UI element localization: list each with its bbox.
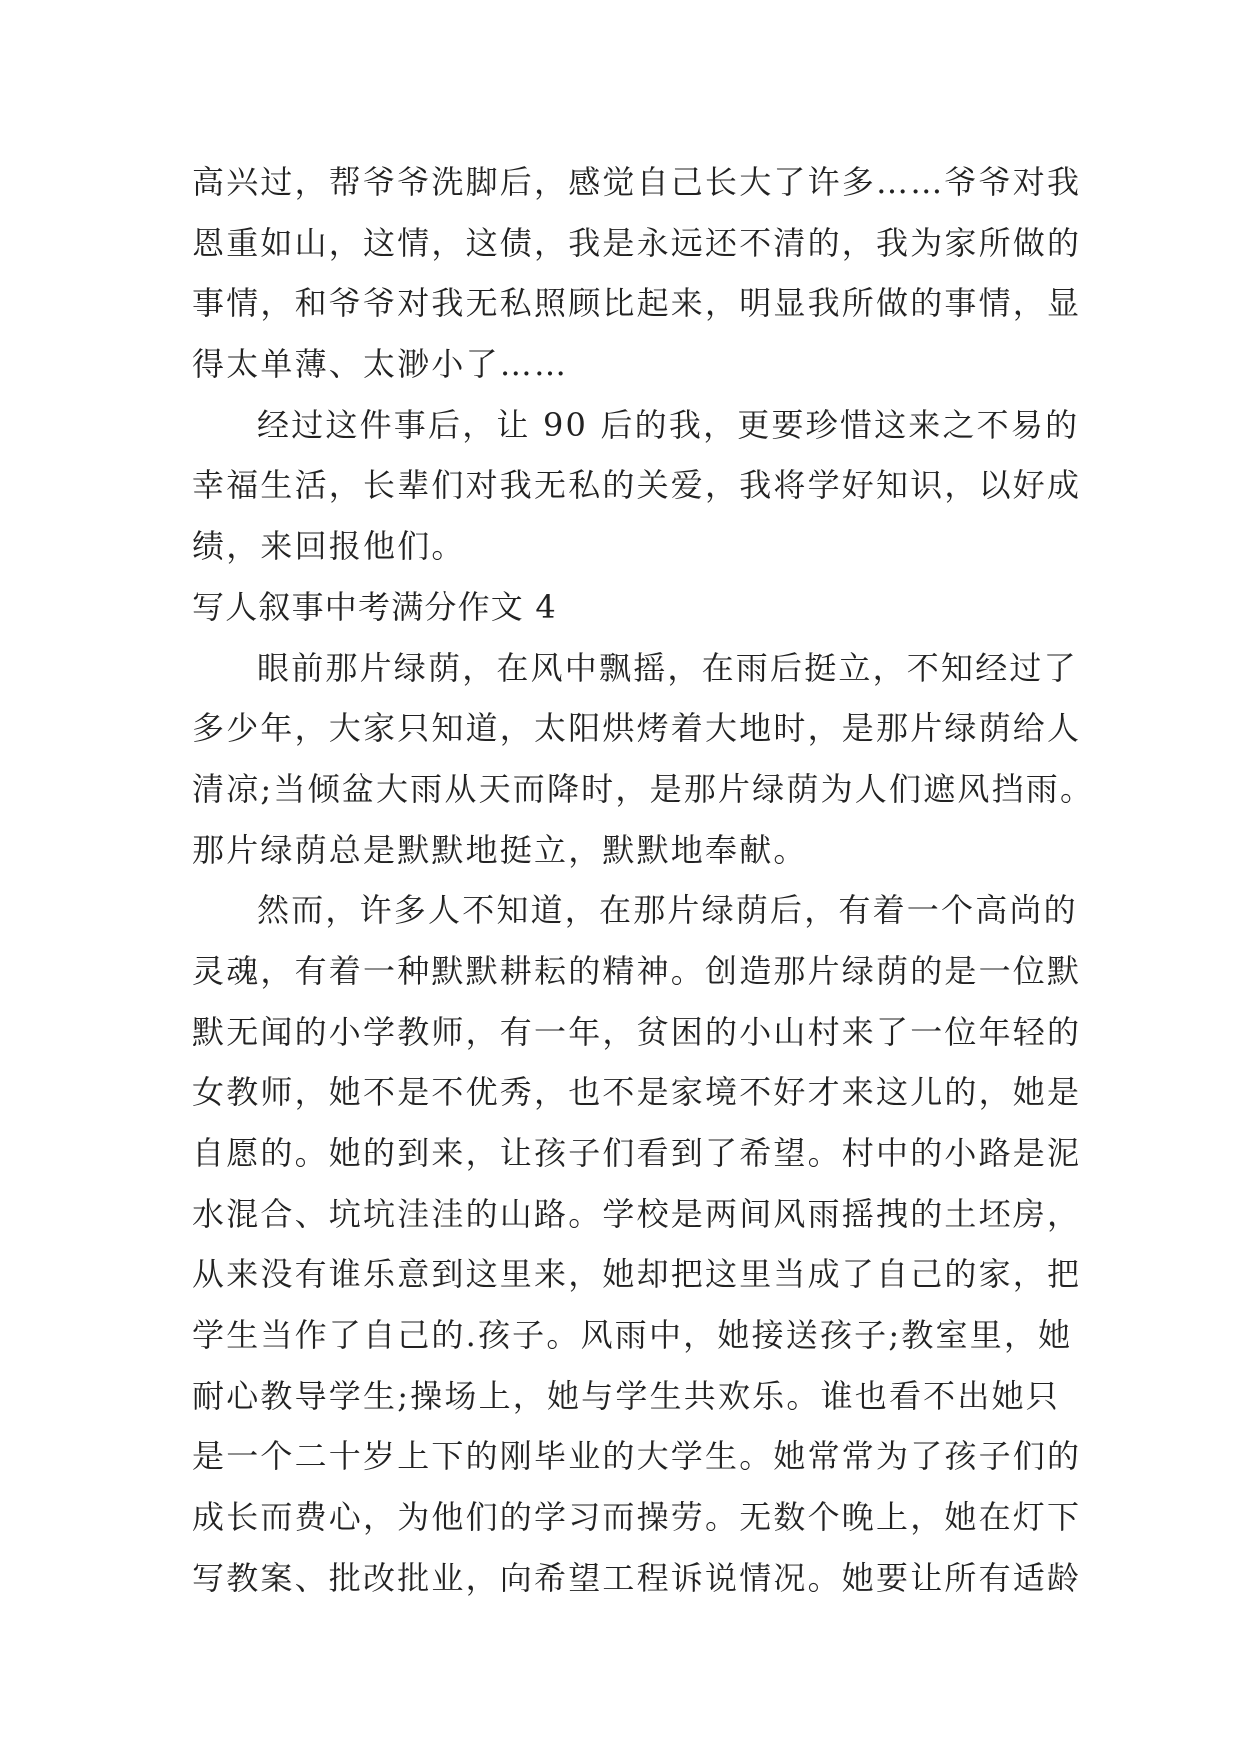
text-line: 然而，许多人不知道，在那片绿荫后，有着一个高尚的 <box>257 891 1078 930</box>
text-line: 是一个二十岁上下的刚毕业的大学生。她常常为了孩子们的 <box>192 1437 1082 1476</box>
text-line: 多少年，大家只知道，太阳烘烤着大地时，是那片绿荫给人 <box>192 709 1082 748</box>
text-line: 高兴过，帮爷爷洗脚后，感觉自己长大了许多……爷爷对我 <box>192 163 1082 201</box>
text-line: 成长而费心，为他们的学习而操劳。无数个晚上，她在灯下 <box>192 1498 1082 1537</box>
section-title: 写人叙事中考满分作文 4 <box>192 587 557 626</box>
text-line: 经过这件事后，让 90 后的我，更要珍惜这来之不易的 <box>257 405 1080 444</box>
text-line: 耐心教导学生;操场上，她与学生共欢乐。谁也看不出她只 <box>192 1376 1060 1415</box>
text-line: 默无闻的小学教师，有一年，贫困的小山村来了一位年轻的 <box>192 1012 1082 1051</box>
text-line: 绩，来回报他们。 <box>192 527 466 566</box>
text-line: 学生当作了自己的.孩子。风雨中，她接送孩子;教室里，她 <box>192 1316 1073 1355</box>
paragraph <box>192 395 1082 577</box>
text-line: 自愿的。她的到来，让孩子们看到了希望。村中的小路是泥 <box>192 1134 1082 1172</box>
text-line: 那片绿荫总是默默地挺立，默默地奉献。 <box>192 830 808 869</box>
text-line: 得太单薄、太渺小了…… <box>192 345 569 384</box>
text-line: 灵魂，有着一种默默耕耘的精神。创造那片绿荫的是一位默 <box>192 951 1082 990</box>
text-line: 写教案、批改批业，向希望工程诉说情况。她要让所有适龄 <box>192 1558 1082 1597</box>
text-line: 眼前那片绿荫，在风中飘摇，在雨后挺立，不知经过了 <box>257 648 1078 687</box>
text-line: 恩重如山，这情，这债，我是永远还不清的，我为家所做的 <box>192 223 1082 262</box>
text-line: 水混合、坑坑洼洼的山路。学校是两间风雨摇拽的土坯房， <box>192 1194 1082 1233</box>
paragraph <box>192 880 1082 1608</box>
document-body <box>192 152 1095 1609</box>
text-line: 从来没有谁乐意到这里来，她却把这里当成了自己的家，把 <box>192 1255 1082 1294</box>
paragraph <box>192 638 1095 881</box>
text-line: 清凉;当倾盆大雨从天而降时，是那片绿荫为人们遮风挡雨。 <box>192 769 1095 808</box>
text-line: 事情，和爷爷对我无私照顾比起来，明显我所做的事情，显 <box>192 284 1082 323</box>
text-line: 幸福生活，长辈们对我无私的关爱，我将学好知识，以好成 <box>192 466 1082 505</box>
paragraph <box>192 152 1082 395</box>
text-line: 女教师，她不是不优秀，也不是家境不好才来这儿的，她是 <box>192 1073 1082 1112</box>
